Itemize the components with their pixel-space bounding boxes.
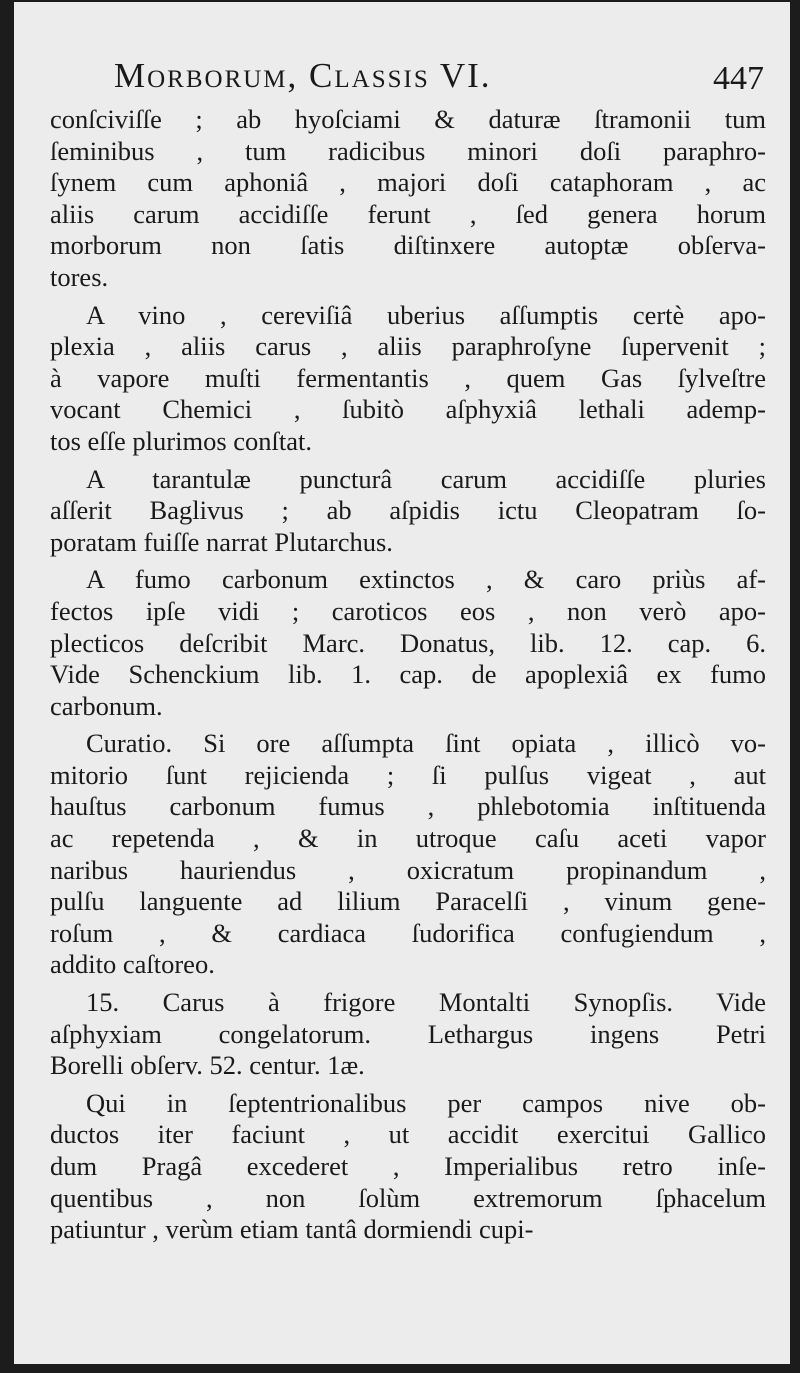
text-line: mitorio ſunt rejicienda ; ſi pulſus vigeat , aut [50,759,766,790]
text-line: A vino , cereviſiâ uberius aſſumptis certè apo- [86,299,766,330]
text-line: poratam fuiſſe narrat Plutarchus. [50,526,393,557]
text-line: pulſu languente ad lilium Paracelſi , vinum gene- [50,886,766,917]
text-line: aſphyxiam congelatorum. Lethargus ingens Petri [50,1018,766,1049]
paragraph [50,1088,766,1246]
text-line: ductos iter faciunt , ut accidit exercitui Gallico [50,1119,766,1150]
text-line: Borelli obſerv. 52. centur. 1æ. [50,1050,365,1081]
paragraph [50,104,766,294]
text-line: ſeminibus , tum radicibus minori doſi paraphro- [50,135,766,166]
text-line: roſum , & cardiaca ſudorifica confugiendum , [50,917,766,948]
text-line: tores. [50,261,109,292]
text-line: hauſtus carbonum fumus , phlebotomia inſtituenda [50,791,766,822]
text-line: plecticos deſcribit Marc. Donatus, lib. 12. cap. 6. [50,627,766,658]
text-line: vocant Chemici , ſubitò aſphyxiâ lethali ademp- [50,394,766,425]
paragraph [50,300,766,458]
text-line: à vapore muſti fermentantis , quem Gas ſylveſtre [50,362,766,393]
text-line: tos eſſe plurimos conſtat. [50,425,313,456]
text-line: patiuntur , verùm etiam tantâ dormiendi cupi- [50,1214,534,1245]
text-line: quentibus , non ſolùm extremorum ſphacelum [50,1182,766,1213]
text-line: Qui in ſeptentrionalibus per campos nive ob- [86,1087,766,1118]
text-line: morborum non ſatis diſtinxere autoptæ obſerva- [50,230,766,261]
text-line: ac repetenda , & in utroque caſu aceti vapor [50,823,766,854]
running-title: Morborum, Classis VI. [114,56,492,95]
text-line: Curatio. Si ore aſſumpta ſint opiata , illicò vo- [86,728,766,759]
page-body [50,104,766,1252]
page-header [114,54,764,104]
text-line: dum Pragâ excederet , Imperialibus retro inſe- [50,1151,766,1181]
text-line: carbonum. [50,690,163,721]
text-line: fectos ipſe vidi ; caroticos eos , non verò apo- [50,595,766,626]
text-line: plexia , aliis carus , aliis paraphroſyne ſupervenit ; [50,331,766,362]
text-line: A tarantulæ puncturâ carum accidiſſe pluries [86,463,766,494]
book-page [14,2,790,1364]
paragraph [50,564,766,722]
paragraph [50,728,766,981]
text-line: 15. Carus à frigore Montalti Synopſis. Vide [86,987,766,1018]
text-line: conſciviſſe ; ab hyoſciami & daturæ ſtramonii tum [50,104,766,134]
text-line: ſynem cum aphoniâ , majori doſi cataphoram , ac [50,167,766,198]
page-number: 447 [713,60,764,97]
text-line: aſſerit Baglivus ; ab aſpidis ictu Cleopatram ſo- [50,495,766,526]
text-line: naribus hauriendus , oxicratum propinandum , [50,854,766,885]
text-line: aliis carum accidiſſe ferunt , ſed genera horum [50,198,766,229]
paragraph [50,987,766,1082]
text-line: A fumo carbonum extinctos , & caro priùs af- [86,564,766,595]
text-line: addito caſtoreo. [50,949,215,980]
paragraph [50,464,766,559]
text-line: Vide Schenckium lib. 1. cap. de apoplexiâ ex fumo [50,659,766,690]
